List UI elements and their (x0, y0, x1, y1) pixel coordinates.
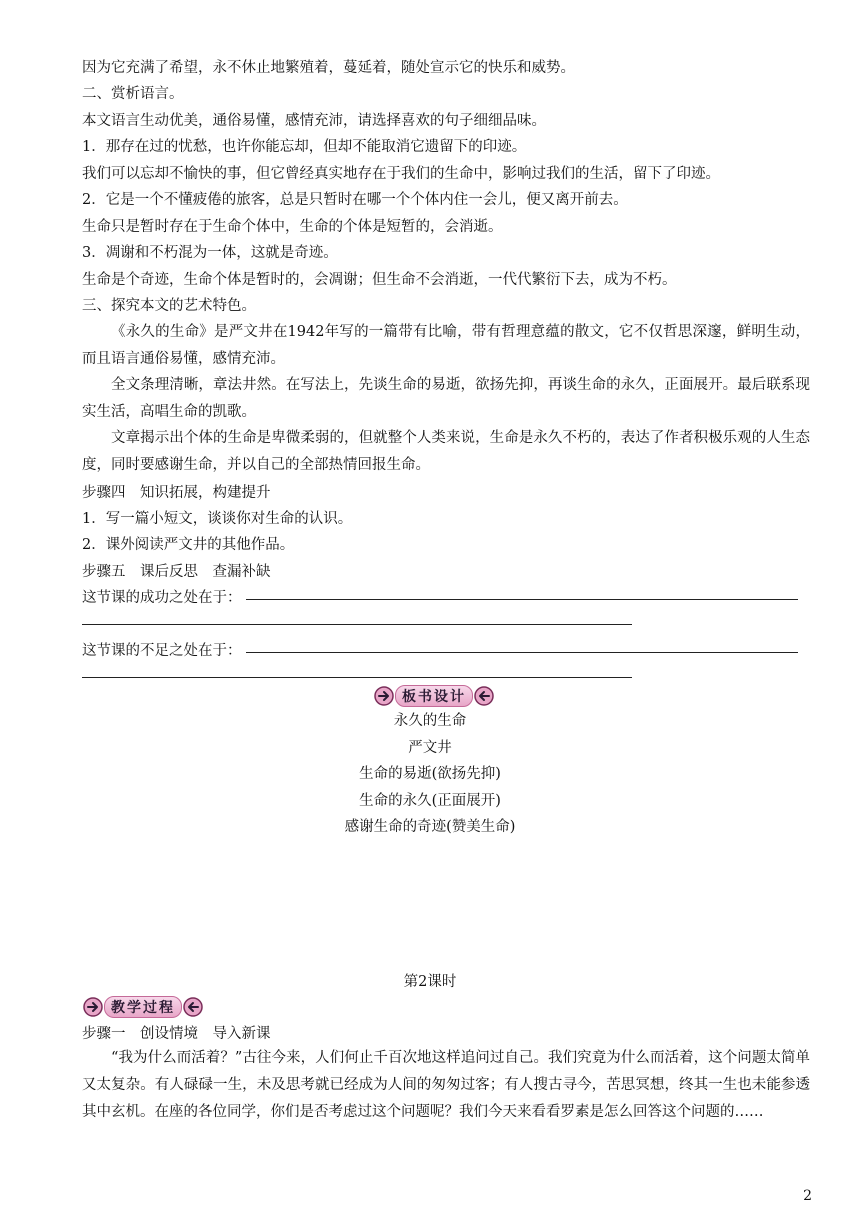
lesson-2-step-1: 步骤一 创设情境 导入新课 (82, 1026, 271, 1042)
board-row-author: 严文井 (408, 740, 452, 756)
board-design-badge (373, 685, 495, 707)
shortcoming-blank-line-2 (82, 676, 632, 678)
section-heading-appreciate-language: 二、赏析语言。 (82, 86, 184, 102)
text-line-9: 生命是个奇迹，生命个体是暂时的，会凋谢；但生命不会消逝，一代代繁衍下去，成为不朽。 (82, 272, 677, 288)
arrow-left-circle-icon (473, 686, 495, 706)
shortcoming-label: 这节课的不足之处在于： (82, 643, 242, 659)
success-blank-line-1 (246, 598, 798, 600)
board-row-4: 生命的永久(正面展开) (359, 793, 501, 809)
text-line-4: 1．那存在过的忧愁，也许你能忘却，但却不能取消它遗留下的印迹。 (82, 139, 527, 155)
board-row-3: 生命的易逝(欲扬先抑) (359, 766, 501, 782)
lesson-2-heading: 第2课时 (403, 974, 457, 990)
step-four-item-2: 2．课外阅读严文井的其他作品。 (82, 537, 295, 553)
text-line-7: 生命只是暂时存在于生命个体中，生命的个体是短暂的，会消逝。 (82, 219, 503, 235)
paragraph-3: 文章揭示出个体的生命是卑微柔弱的，但就整个人类来说，生命是永久不朽的，表达了作者积极乐观的人生态度，同时要感谢生命，并以自己的全部热情回报生命。 (82, 430, 810, 473)
text-line-8: 3．凋谢和不朽混为一体，这就是奇迹。 (82, 245, 338, 261)
arrow-right-circle-icon (373, 686, 395, 706)
teaching-process-title: 教学过程 (104, 996, 182, 1018)
text-line-1: 因为它充满了希望，永不休止地繁殖着，蔓延着，随处宣示它的快乐和威势。 (82, 60, 575, 76)
step-five-heading: 步骤五 课后反思 查漏补缺 (82, 564, 271, 580)
section-heading-art-features: 三、探究本文的艺术特色。 (82, 298, 256, 314)
text-line-6: 2．它是一个不懂疲倦的旅客，总是只暂时在哪一个个体内住一会儿，便又离开前去。 (82, 192, 628, 208)
board-row-title: 永久的生命 (393, 713, 467, 729)
board-row-5: 感谢生命的奇迹(赞美生命) (344, 819, 516, 835)
success-label: 这节课的成功之处在于： (82, 590, 242, 606)
paragraph-1: 《永久的生命》是严文井在1942年写的一篇带有比喻，带有哲理意蕴的散文，它不仅哲思深邃，鲜明生动，而且语言通俗易懂，感情充沛。 (82, 324, 810, 367)
success-blank-line-2 (82, 623, 632, 625)
page-number: 2 (803, 1188, 812, 1204)
board-design-title: 板书设计 (395, 685, 473, 707)
teaching-process-badge (82, 996, 204, 1018)
step-four-item-1: 1．写一篇小短文，谈谈你对生命的认识。 (82, 511, 353, 527)
step-four-heading: 步骤四 知识拓展，构建提升 (82, 485, 271, 501)
text-line-3: 本文语言生动优美，通俗易懂，感情充沛，请选择喜欢的句子细细品味。 (82, 113, 546, 129)
lesson-2-intro-paragraph: “我为什么而活着？”古往今来，人们何止千百次地这样追问过自己。我们究竟为什么而活着，这个问题太简单又太复杂。有人碌碌一生，未及思考就已经成为人间的匆匆过客；有人搜古寻今，苦思冥想，终其一生也未能参透其中玄机。在座的各位同学，你们是否考虑过这个问题呢？我们今天来看看罗素是怎么回答这个问题的…… (82, 1050, 810, 1120)
text-line-5: 我们可以忘却不愉快的事，但它曾经真实地存在于我们的生命中，影响过我们的生活，留下了印迹。 (82, 166, 720, 182)
arrow-left-circle-icon (182, 997, 204, 1017)
shortcoming-blank-line-1 (246, 651, 798, 653)
arrow-right-circle-icon (82, 997, 104, 1017)
paragraph-2: 全文条理清晰，章法井然。在写法上，先谈生命的易逝，欲扬先抑，再谈生命的永久，正面展开。最后联系现实生活，高唱生命的凯歌。 (82, 377, 810, 420)
